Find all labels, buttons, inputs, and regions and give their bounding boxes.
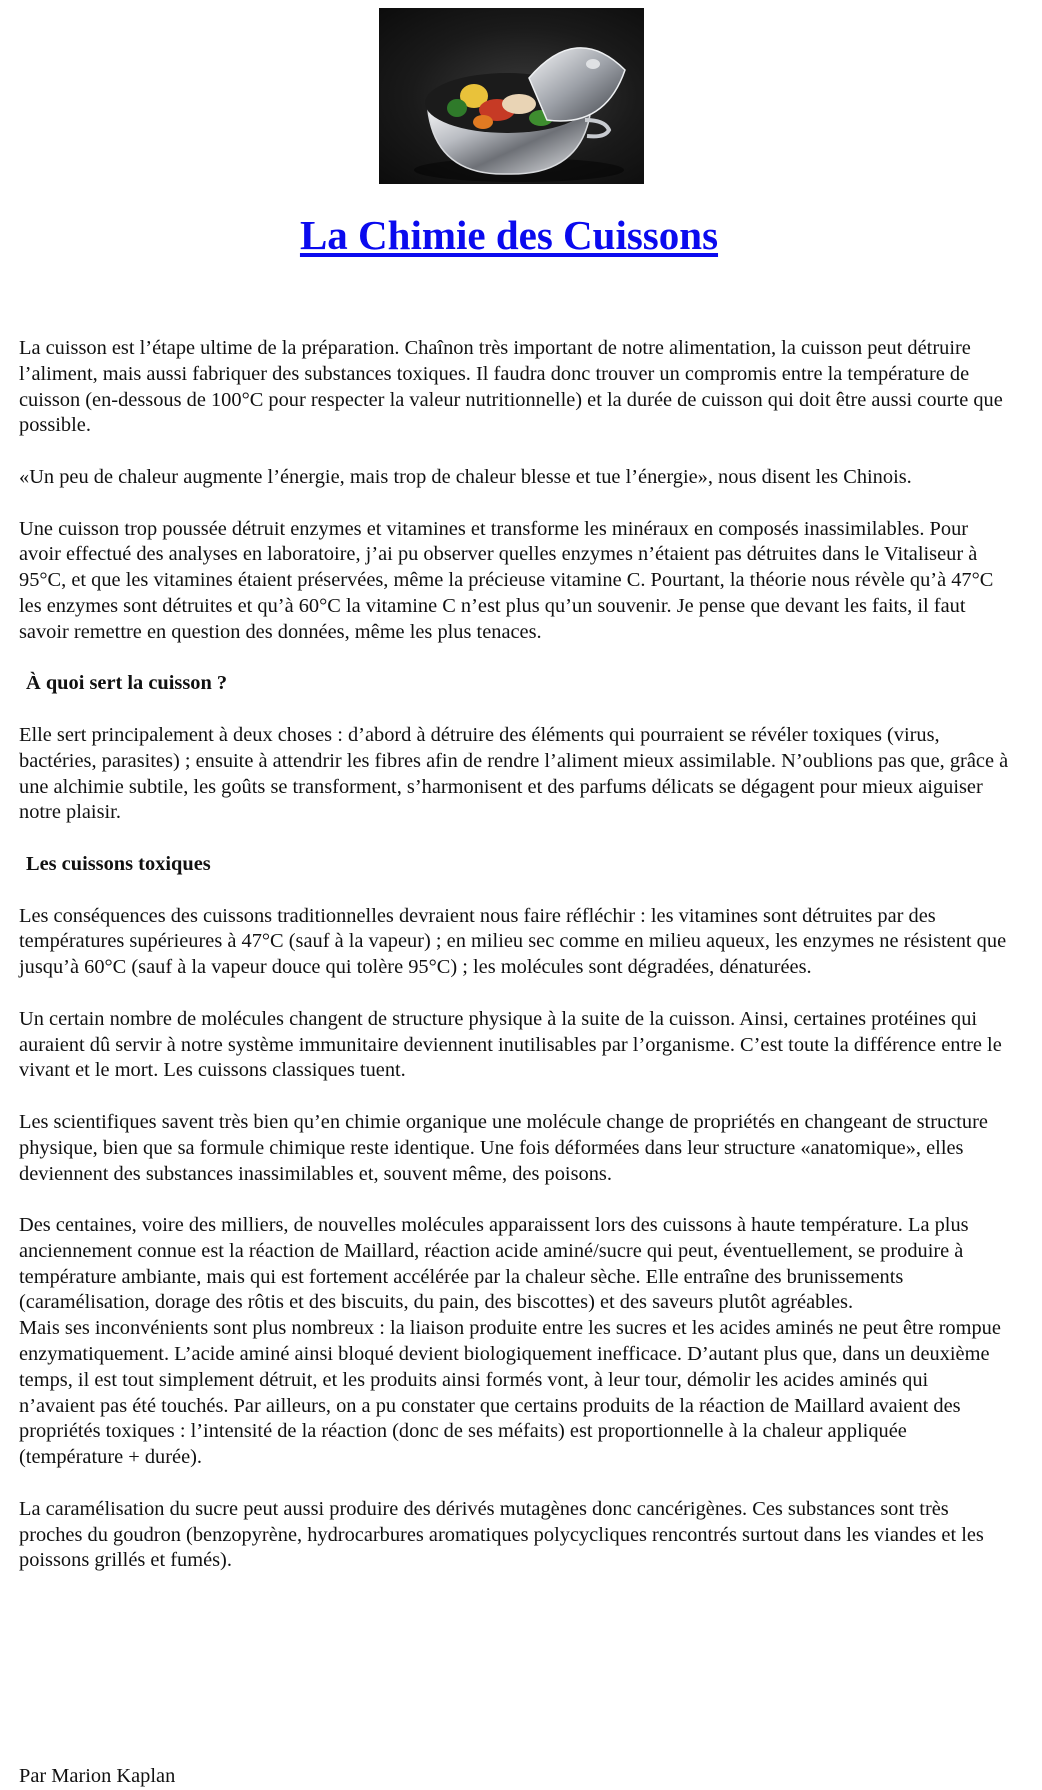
heading-toxic-cooking: Les cuissons toxiques [26, 852, 211, 875]
paragraph-maillard-intro: Des centaines, voire des milliers, de nouvelles molécules apparaissent lors des cuissons à haute température. La plus anciennement connue est la réaction de Maillard, réaction acide aminé/sucre qui peut, éventuellement, se produire à température ambiante, mais qui est fortement accélérée par la chaleur sèche. Elle entraîne des brunissements (caramélisation, dorage des rôtis et des biscuits, du pain, des biscottes) et des saveurs plutôt agréables. [19, 1214, 969, 1314]
paragraph-intro: La cuisson est l’étape ultime de la préparation. Chaînon très important de notre alimentation, la cuisson peut détruire l’aliment, mais aussi fabriquer des substances toxiques. Il faudra donc trouver un compromis entre la température de cuisson (en-dessous de 100°C pour respecter la valeur nutritionnelle) et la durée de cuisson qui doit être aussi courte que possible. [19, 337, 1003, 437]
paragraph-maillard-drawbacks: Mais ses inconvénients sont plus nombreux : la liaison produite entre les sucres et les acides aminés ne peut être rompue enzymatiquement. L’acide aminé ainsi bloqué devient biologiquement inefficace. D’autant plus que, dans un deuxième temps, il est tout simplement détruit, et les produits ainsi formés vont, à leur tour, démolir les acides aminés qui n’avaient pas été touchés. Par ailleurs, on a pu constater que certains produits de la réaction de Maillard avaient des propriétés toxiques : l’intensité de la réaction (donc de ses méfaits) est proportionnelle à la chaleur appliquée (température + durée). [19, 1317, 1001, 1469]
paragraph-purpose: Elle sert principalement à deux choses : d’abord à détruire des éléments qui pourraient se révéler toxiques (virus, bactéries, parasites) ; ensuite à attendrir les fibres afin de rendre l’aliment mieux assimilable. N’oublions pas que, grâce à une alchimie subtile, les goûts se transforment, s’harmonisent et des parfums délicats se dégagent pour mieux aiguiser notre plaisir. [19, 723, 1009, 824]
page-title [0, 207, 1018, 263]
vegetable-carrot [473, 115, 493, 129]
vegetable-broccoli [447, 99, 467, 117]
heading-purpose-of-cooking: À quoi sert la cuisson ? [26, 672, 228, 695]
hero-image-steamer-pot [379, 8, 644, 184]
fish-fillet [502, 94, 536, 114]
paragraph-enzymes-vitamins: Une cuisson trop poussée détruit enzymes et vitamines et transforme les minéraux en composés inassimilables. Pour avoir effectué des analyses en laboratoire, j’ai pu observer quelles enzymes n’étaient pas détruites dans le Vitaliseur à 95°C, et que les vitamines étaient préservées, même la précieuse vitamine C. Pourtant, la théorie nous révèle qu’à 47°C les enzymes sont détruites et qu’à 60°C la vitamine C n’est plus qu’un souvenir. Je pense que devant les faits, il faut savoir remettre en question des données, même les plus tenaces. [19, 517, 994, 643]
paragraph-quote: «Un peu de chaleur augmente l’énergie, mais trop de chaleur blesse et tue l’énergie», nous disent les Chinois. [19, 465, 912, 488]
paragraph-consequences: Les conséquences des cuissons traditionnelles devraient nous faire réfléchir : les vitamines sont détruites par des températures supérieures à 47°C (sauf à la vapeur) ; en milieu sec comme en milieu aqueux, les enzymes ne résistent que jusqu’à 60°C (sauf à la vapeur douce qui tolère 95°C) ; les molécules sont dégradées, dénaturées. [19, 904, 1007, 979]
page-title-link[interactable]: La Chimie des Cuissons [299, 212, 719, 258]
pot-lid [529, 48, 625, 121]
steamer-pot-illustration [379, 8, 644, 184]
article-body [19, 336, 1009, 1600]
lid-knob [586, 59, 600, 69]
paragraph-molecule-structure: Un certain nombre de molécules changent de structure physique à la suite de la cuisson. Ainsi, certaines protéines qui auraient dû servir à notre système immunitaire deviennent inutilisables par l’organisme. C’est toute la différence entre le vivant et le mort. Les cuissons classiques tuent. [19, 1007, 1002, 1082]
paragraph-caramelization: La caramélisation du sucre peut aussi produire des dérivés mutagènes donc cancérigènes. Ces substances sont très proches du goudron (benzopyrène, hydrocarbures aromatiques polycycliques rencontrés surtout dans les viandes et les poissons grillés et fumés). [19, 1497, 984, 1572]
author-signature: Par Marion Kaplan [19, 1765, 176, 1787]
paragraph-organic-chemistry: Les scientifiques savent très bien qu’en chimie organique une molécule change de propriétés en changeant de structure physique, bien que sa formule chimique reste identique. Une fois déformées dans leur structure «anatomique», elles deviennent des substances inassimilables et, souvent même, des poisons. [19, 1110, 988, 1185]
